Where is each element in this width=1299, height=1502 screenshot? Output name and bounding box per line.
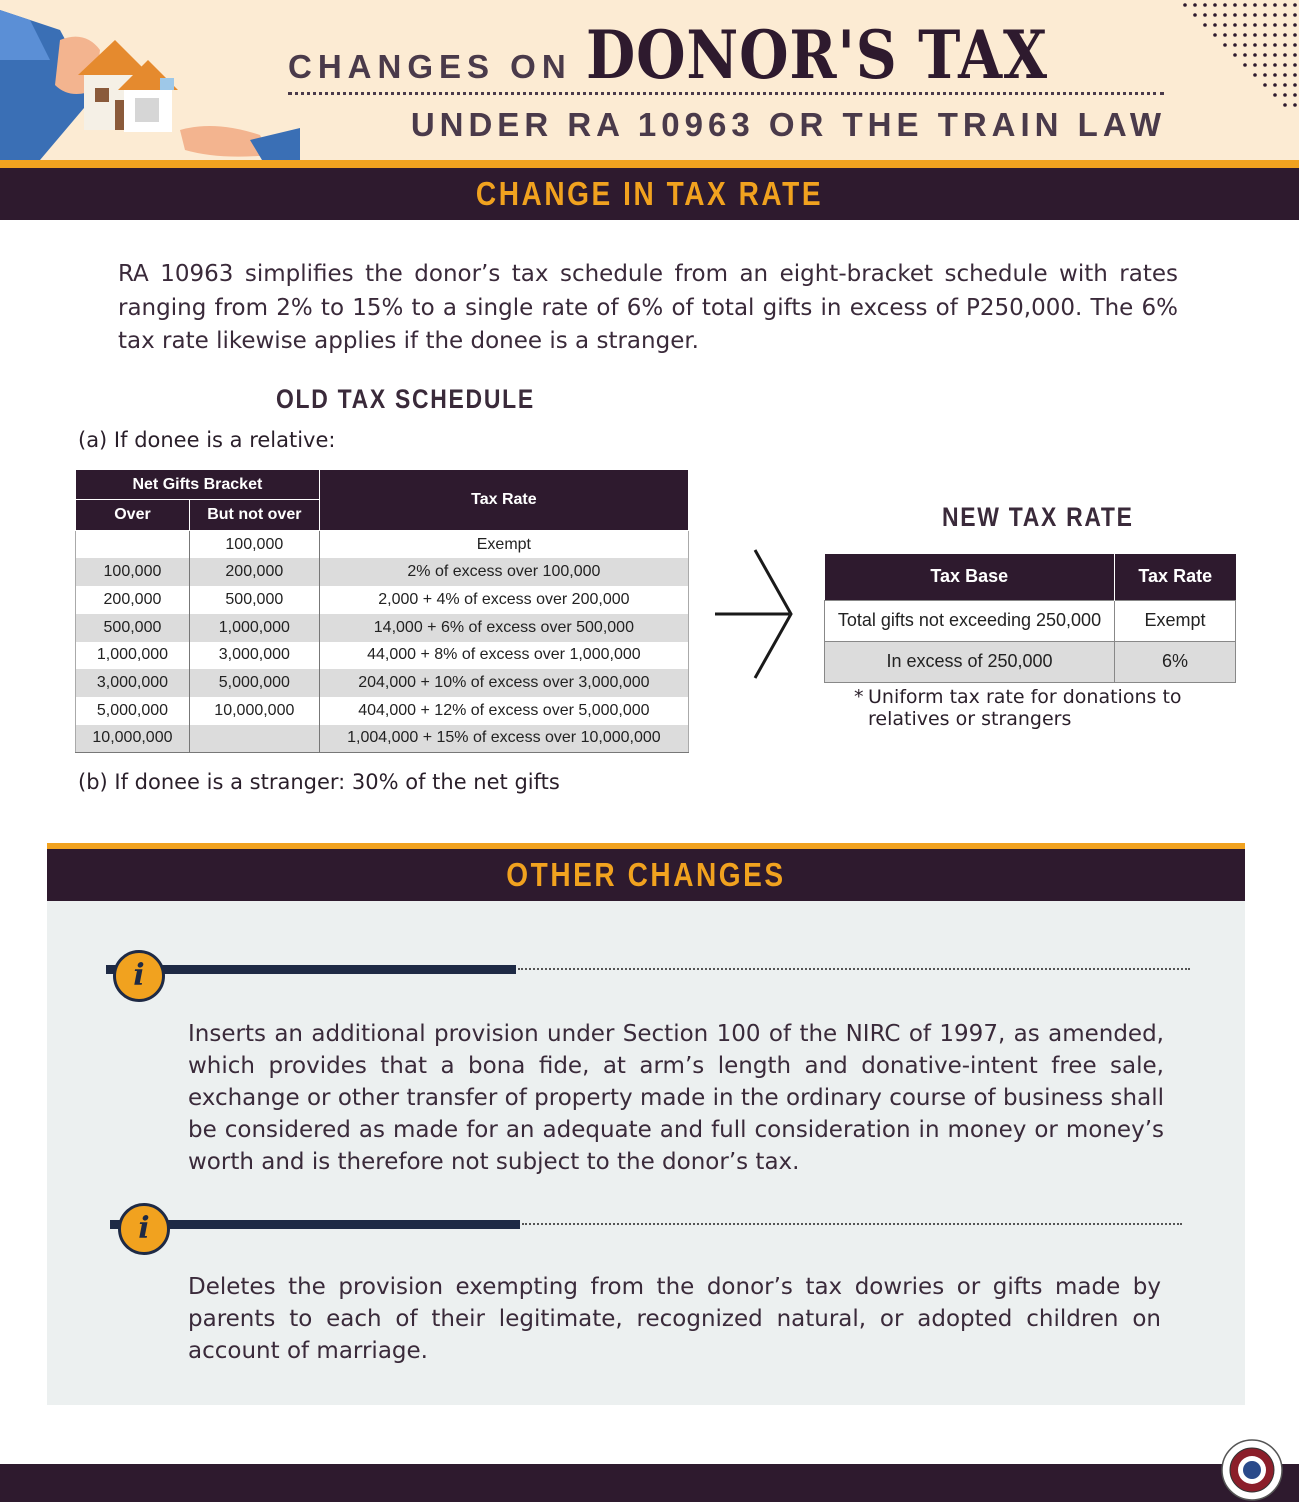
table-row (76, 586, 689, 614)
table-cell: 3,000,000 (189, 642, 319, 670)
page-title (288, 16, 1123, 94)
accent-strip (0, 160, 1299, 168)
table-cell: 10,000,000 (76, 725, 190, 753)
table-cell: 500,000 (189, 586, 319, 614)
title-main: DONOR'S TAX (585, 16, 1048, 94)
info-icon: i (113, 950, 165, 1002)
item-divider-bar (106, 965, 516, 974)
table-row (76, 531, 689, 559)
dot-pattern-decoration (1179, 0, 1299, 110)
table-row (825, 641, 1236, 682)
table-cell: 1,000,000 (76, 642, 190, 670)
table-cell: 500,000 (76, 614, 190, 642)
table-row (76, 614, 689, 642)
section-band-other-changes (47, 849, 1245, 901)
table-cell (189, 725, 319, 753)
old-tax-schedule-table (75, 469, 689, 753)
table-row (76, 642, 689, 670)
table-row (76, 725, 689, 753)
other-change-item-2: Deletes the provision exempting from the donor’s tax dowries or gifts made by parents to each of their legitimate, recognized natural, or adopted children on account of marriage. (188, 1274, 1161, 1364)
table-row (76, 558, 689, 586)
section-band-tax-rate (0, 168, 1299, 220)
new-tax-rate-table (824, 554, 1236, 683)
footer-band (0, 1464, 1299, 1502)
new-rate-title: NEW TAX RATE (942, 502, 1134, 532)
table-cell: 14,000 + 6% of excess over 500,000 (319, 614, 688, 642)
item-divider-bar (110, 1220, 520, 1229)
table-cell: 6% (1115, 641, 1236, 682)
table-cell: 10,000,000 (189, 697, 319, 725)
relative-label: (a) If donee is a relative: (78, 428, 336, 452)
info-icon: i (118, 1203, 170, 1255)
table-cell: Exempt (476, 535, 531, 553)
table-cell: 1,000,000 (189, 614, 319, 642)
header-tax-rate: Tax Rate (319, 470, 688, 531)
table-cell: 1,004,000 + 15% of excess over 10,000,000 (319, 725, 688, 753)
table-cell: 100,000 (189, 531, 319, 559)
table-cell: 200,000 (189, 558, 319, 586)
footnote (854, 686, 1214, 730)
title-prefix: CHANGES ON (288, 48, 572, 85)
header-net-gifts-bracket: Net Gifts Bracket (76, 470, 320, 500)
table-row (825, 600, 1236, 641)
table-row (76, 697, 689, 725)
intro-paragraph: RA 10963 simplifies the donor’s tax schedule from an eight-bracket schedule with rates ranging from 2% to 15% to a single rate of 6% of total gifts in excess of P250,000. The 6% tax rate likewise applies if the donee is a stranger. (118, 261, 1178, 354)
section-title-other-changes: OTHER CHANGES (506, 856, 786, 893)
header-but-not-over: But not over (189, 500, 319, 531)
footnote-line2: relatives or strangers (868, 708, 1072, 730)
table-cell: 404,000 + 12% of excess over 5,000,000 (358, 701, 650, 719)
table-cell: 44,000 + 8% of excess over 1,000,000 (367, 646, 641, 664)
header-tax-rate: Tax Rate (1115, 554, 1236, 600)
table-cell: Total gifts not exceeding 250,000 (825, 600, 1115, 641)
item-divider-dots (522, 1223, 1182, 1225)
page-subtitle: UNDER RA 10963 OR THE TRAIN LAW (410, 106, 1166, 143)
house-in-hands-illustration (0, 0, 300, 160)
table-cell (76, 531, 190, 559)
table-cell: 100,000 (76, 558, 190, 586)
header-banner (0, 0, 1299, 160)
title-divider (288, 92, 1164, 95)
footnote-mark: * (854, 686, 864, 708)
table-cell: 2% of excess over 100,000 (319, 558, 688, 586)
arrow-right-icon (713, 548, 795, 680)
stranger-label: (b) If donee is a stranger: 30% of the net gifts (78, 770, 560, 794)
header-over: Over (76, 500, 190, 531)
other-change-item-1: Inserts an additional provision under Section 100 of the NIRC of 1997, as amended, which provides that a bona fide, at arm’s length and donative-intent free sale, exchange or other transfer of property made in the ordinary course of business shall be considered as made for an adequate and full consideration in money or money’s worth and is therefore not subject to the donor’s tax. (188, 1021, 1164, 1175)
old-schedule-title: OLD TAX SCHEDULE (276, 384, 535, 414)
table-cell: 5,000,000 (189, 669, 319, 697)
footnote-line1: Uniform tax rate for donations to (868, 686, 1182, 708)
agency-seal-logo (1221, 1439, 1283, 1501)
table-cell: In excess of 250,000 (825, 641, 1115, 682)
table-cell: 200,000 (76, 586, 190, 614)
table-cell: 2,000 + 4% of excess over 200,000 (378, 590, 630, 608)
section-title-tax-rate: CHANGE IN TAX RATE (475, 175, 824, 212)
table-cell: 5,000,000 (76, 697, 190, 725)
table-row (76, 669, 689, 697)
table-cell: 3,000,000 (76, 669, 190, 697)
table-cell: Exempt (1115, 600, 1236, 641)
table-cell: 204,000 + 10% of excess over 3,000,000 (319, 669, 688, 697)
item-divider-dots (518, 968, 1190, 970)
header-tax-base: Tax Base (825, 554, 1115, 600)
